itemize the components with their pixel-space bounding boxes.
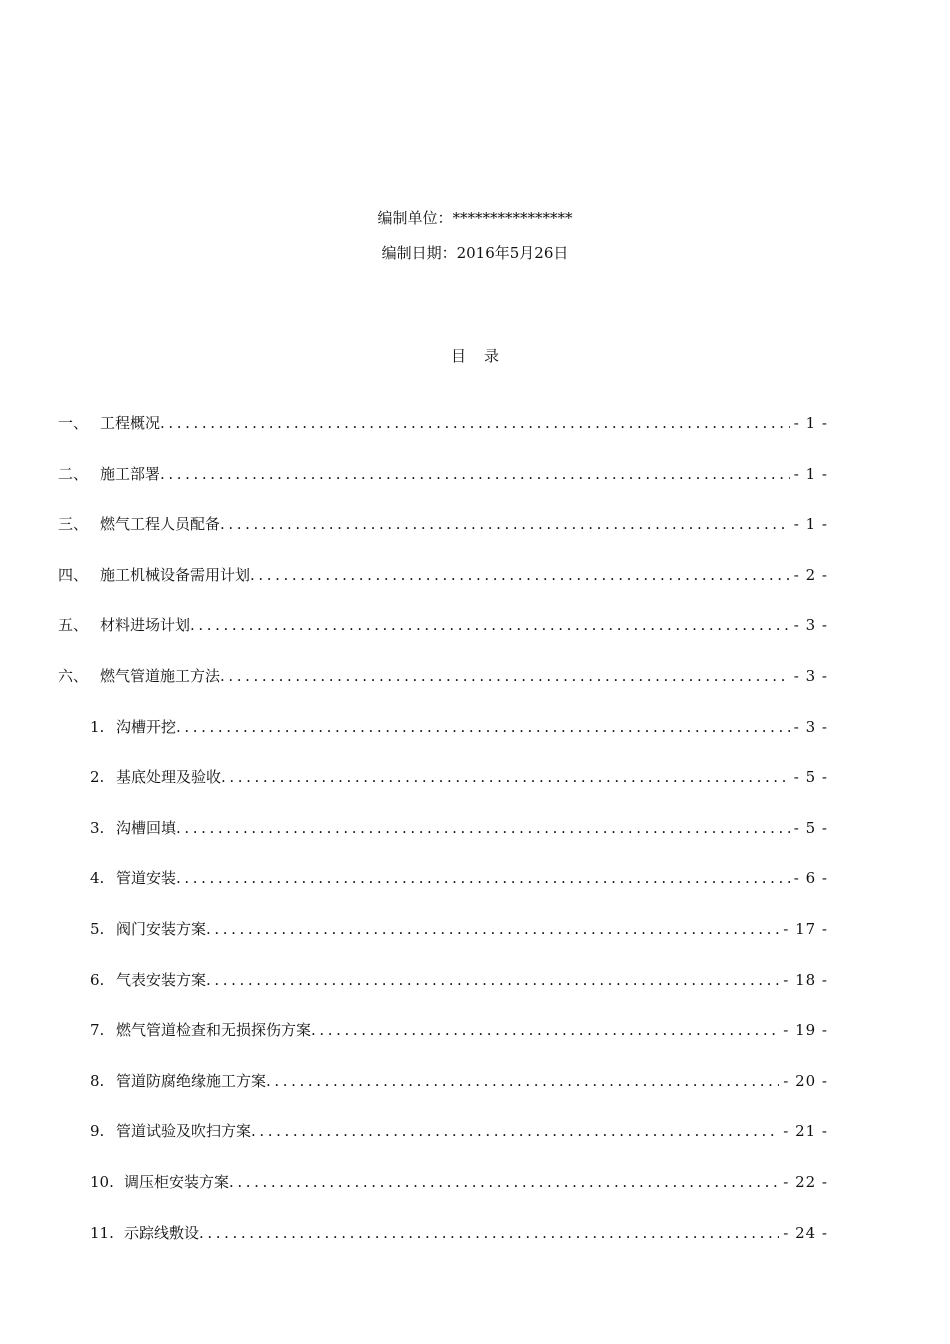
toc-entry-page: - 3 -: [793, 666, 828, 685]
toc-entry-number: 9.: [90, 1122, 105, 1141]
toc-entry-number: 10.: [90, 1172, 114, 1191]
toc-subentry[interactable]: [58, 1121, 828, 1172]
toc-entry-page: - 21 -: [783, 1122, 828, 1141]
toc-entry-number: 三、: [58, 515, 89, 534]
toc-entry-number: 11.: [90, 1223, 114, 1242]
toc-entry-title: 燃气管道检查和无损探伤方案: [116, 1021, 312, 1040]
toc-entry-number: 二、: [58, 464, 89, 483]
toc-entry-title: 示踪线敷设: [124, 1223, 200, 1242]
toc-entry-page: - 5 -: [793, 768, 828, 787]
toc-entry-page: - 6 -: [793, 869, 828, 888]
toc-dot-leader: [229, 1172, 779, 1192]
toc-subentry[interactable]: [58, 717, 828, 768]
toc-subentry[interactable]: [58, 868, 828, 919]
toc-entry-number: 7.: [90, 1021, 105, 1040]
toc-dot-leader: [190, 615, 790, 635]
toc-entry-number: 四、: [58, 565, 89, 584]
toc-entry-number: 五、: [58, 616, 89, 635]
toc-entry-title: 燃气管道施工方法: [100, 666, 221, 685]
toc-dot-leader: [199, 1223, 779, 1243]
toc-entry-title: 施工机械设备需用计划: [100, 565, 251, 584]
toc-subentry[interactable]: [58, 970, 828, 1021]
toc-entry[interactable]: [58, 565, 828, 616]
toc-entry-page: - 5 -: [793, 818, 828, 837]
toc-subentry[interactable]: [58, 1172, 828, 1223]
toc-entry-number: 4.: [90, 869, 105, 888]
toc-entry-number: 2.: [90, 768, 105, 787]
toc-entry-page: - 24 -: [783, 1223, 828, 1242]
toc-entry-title: 沟槽开挖: [116, 717, 177, 736]
toc-title: 目录: [450, 347, 517, 365]
toc-entry-title: 燃气工程人员配备: [100, 515, 221, 534]
toc-entry-number: 8.: [90, 1071, 105, 1090]
toc-entry[interactable]: [58, 464, 828, 515]
toc-subentry[interactable]: [58, 919, 828, 970]
toc-entry[interactable]: [58, 666, 828, 717]
toc-entry-page: - 1 -: [793, 515, 828, 534]
toc-entry-number: 6.: [90, 970, 105, 989]
toc-dot-leader: [206, 919, 779, 939]
toc-dot-leader: [176, 717, 790, 737]
toc-entry-page: - 3 -: [793, 717, 828, 736]
toc-dot-leader: [176, 868, 790, 888]
toc-dot-leader: [176, 818, 790, 838]
toc-dot-leader: [251, 1121, 779, 1141]
toc-entry-number: 3.: [90, 818, 105, 837]
toc-entry-title: 气表安装方案: [116, 970, 207, 989]
toc-dot-leader: [160, 464, 790, 484]
toc-entry-title: 材料进场计划: [100, 616, 191, 635]
toc-entry-page: - 22 -: [783, 1172, 828, 1191]
toc-entry-number: 六、: [58, 666, 89, 685]
toc-entry-number: 1.: [90, 717, 105, 736]
compiling-date-line: 编制日期：2016年5月26日: [381, 244, 569, 262]
toc-subentry[interactable]: [58, 818, 828, 869]
toc-entry-title: 沟槽回填: [116, 818, 177, 837]
toc-entry-title: 阀门安装方案: [116, 919, 207, 938]
table-of-contents: [58, 413, 828, 1273]
toc-subentry[interactable]: [58, 767, 828, 818]
toc-dot-leader: [206, 970, 779, 990]
toc-subentry[interactable]: [58, 1223, 828, 1274]
toc-dot-leader: [160, 413, 790, 433]
toc-dot-leader: [250, 565, 790, 585]
toc-entry-page: - 3 -: [793, 616, 828, 635]
toc-entry-page: - 17 -: [783, 919, 828, 938]
toc-entry-number: 5.: [90, 919, 105, 938]
toc-entry-page: - 1 -: [793, 414, 828, 432]
toc-entry-title: 调压柜安装方案: [124, 1172, 230, 1191]
toc-entry-title: 管道防腐绝缘施工方案: [116, 1071, 267, 1090]
toc-dot-leader: [220, 514, 790, 534]
toc-entry-title: 工程概况: [100, 414, 161, 432]
toc-entry-page: - 2 -: [793, 565, 828, 584]
toc-dot-leader: [311, 1020, 779, 1040]
toc-entry[interactable]: [58, 413, 828, 464]
compiling-unit-line: 编制单位：****************: [377, 209, 573, 227]
toc-entry-page: - 19 -: [783, 1021, 828, 1040]
toc-entry-title: 基底处理及验收: [116, 768, 222, 787]
toc-entry-title: 施工部署: [100, 464, 161, 483]
toc-entry-page: - 20 -: [783, 1071, 828, 1090]
toc-dot-leader: [266, 1071, 779, 1091]
toc-entry-number: 一、: [58, 414, 89, 432]
toc-entry-page: - 1 -: [793, 464, 828, 483]
toc-entry-title: 管道安装: [116, 869, 177, 888]
toc-dot-leader: [221, 767, 790, 787]
toc-subentry[interactable]: [58, 1020, 828, 1071]
toc-entry[interactable]: [58, 615, 828, 666]
toc-entry-title: 管道试验及吹扫方案: [116, 1122, 252, 1141]
toc-dot-leader: [220, 666, 790, 686]
toc-subentry[interactable]: [58, 1071, 828, 1122]
toc-entry-page: - 18 -: [783, 970, 828, 989]
toc-entry[interactable]: [58, 514, 828, 565]
